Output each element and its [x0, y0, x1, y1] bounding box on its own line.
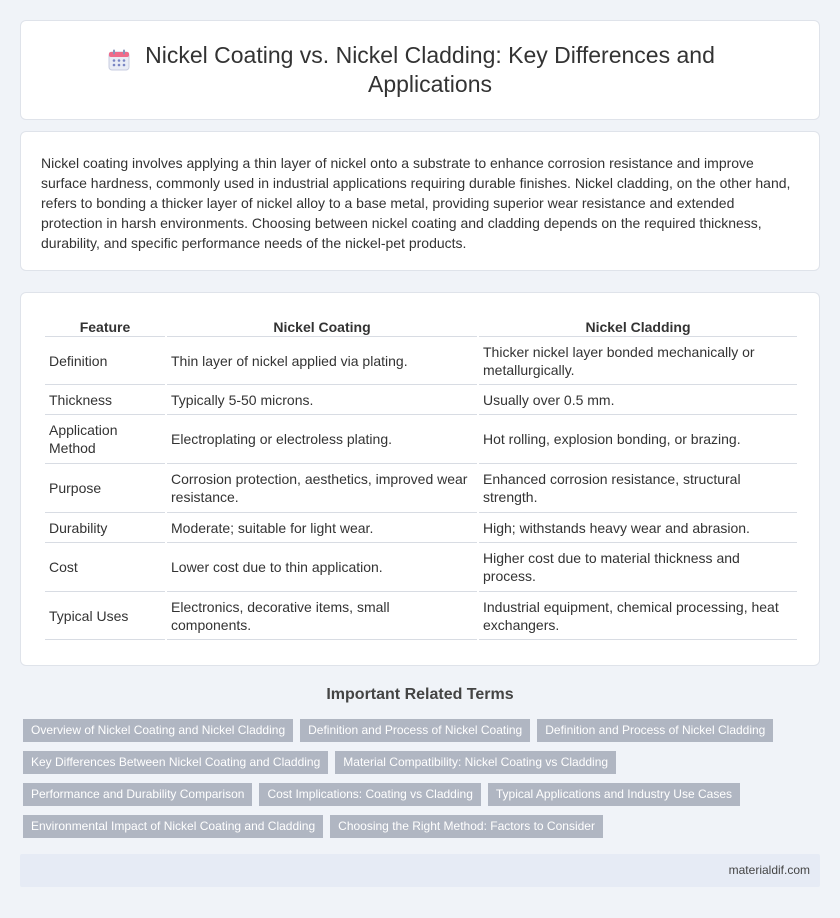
row-cladding: Thicker nickel layer bonded mechanically or metallurgically.	[479, 337, 797, 385]
related-term-tag[interactable]: Choosing the Right Method: Factors to Consider	[330, 815, 603, 838]
row-feature: Typical Uses	[45, 592, 165, 640]
row-cladding: Enhanced corrosion resistance, structural strength.	[479, 464, 797, 513]
related-term-tag[interactable]: Environmental Impact of Nickel Coating and Cladding	[23, 815, 323, 838]
row-coating: Electronics, decorative items, small components.	[167, 592, 477, 640]
row-coating: Lower cost due to thin application.	[167, 543, 477, 592]
page-title: Nickel Coating vs. Nickel Cladding: Key Differences and Applications	[145, 42, 715, 97]
row-feature: Definition	[45, 337, 165, 385]
intro-paragraph: Nickel coating involves applying a thin layer of nickel onto a substrate to enhance corrosion resistance and improve surface hardness, commonly used in industrial applications requiring durable finishes. Nickel cladding, on the other hand, refers to bonding a thicker layer of nickel alloy to a base metal, providing superior wear resistance and extended protection in harsh environments. Choosing between nickel coating and cladding depends on the required thickness, durability, and specific performance needs of the nickel-pet products.	[41, 155, 791, 251]
table-row	[45, 464, 797, 513]
row-cladding: Hot rolling, explosion bonding, or brazing.	[479, 415, 797, 464]
related-term-tag[interactable]: Definition and Process of Nickel Coating	[300, 719, 530, 742]
title-card	[20, 20, 820, 120]
row-coating: Corrosion protection, aesthetics, improved wear resistance.	[167, 464, 477, 513]
related-terms-heading: Important Related Terms	[326, 686, 514, 703]
comparison-table	[43, 315, 799, 640]
table-header-row	[45, 315, 797, 337]
table-row	[45, 592, 797, 640]
header-nickel-coating: Nickel Coating	[167, 315, 477, 337]
related-term-tag[interactable]: Definition and Process of Nickel Cladding	[537, 719, 773, 742]
table-row	[45, 385, 797, 415]
row-feature: Thickness	[45, 385, 165, 415]
row-cladding: High; withstands heavy wear and abrasion.	[479, 513, 797, 543]
table-row	[45, 543, 797, 592]
row-feature: Durability	[45, 513, 165, 543]
row-coating: Thin layer of nickel applied via plating.	[167, 337, 477, 385]
row-coating: Electroplating or electroless plating.	[167, 415, 477, 464]
related-term-tag[interactable]: Material Compatibility: Nickel Coating vs Cladding	[335, 751, 616, 774]
row-coating: Typically 5-50 microns.	[167, 385, 477, 415]
related-term-tag[interactable]: Cost Implications: Coating vs Cladding	[259, 783, 480, 806]
comparison-card	[20, 292, 820, 666]
row-cladding: Higher cost due to material thickness and process.	[479, 543, 797, 592]
site-name[interactable]: materialdif.com	[728, 863, 810, 877]
related-term-tag[interactable]: Performance and Durability Comparison	[23, 783, 252, 806]
related-term-tag[interactable]: Overview of Nickel Coating and Nickel Cladding	[23, 719, 293, 742]
related-term-tag[interactable]: Typical Applications and Industry Use Cases	[488, 783, 740, 806]
header-feature: Feature	[45, 315, 165, 337]
row-cladding: Industrial equipment, chemical processing, heat exchangers.	[479, 592, 797, 640]
row-cladding: Usually over 0.5 mm.	[479, 385, 797, 415]
related-term-tag[interactable]: Key Differences Between Nickel Coating and Cladding	[23, 751, 328, 774]
table-row	[45, 415, 797, 464]
row-feature: Cost	[45, 543, 165, 592]
row-feature: Purpose	[45, 464, 165, 513]
related-terms-list	[23, 719, 803, 838]
table-row	[45, 337, 797, 385]
header-nickel-cladding: Nickel Cladding	[479, 315, 797, 337]
intro-card	[20, 131, 820, 271]
row-feature: Application Method	[45, 415, 165, 464]
row-coating: Moderate; suitable for light wear.	[167, 513, 477, 543]
table-row	[45, 513, 797, 543]
footer	[20, 854, 820, 887]
